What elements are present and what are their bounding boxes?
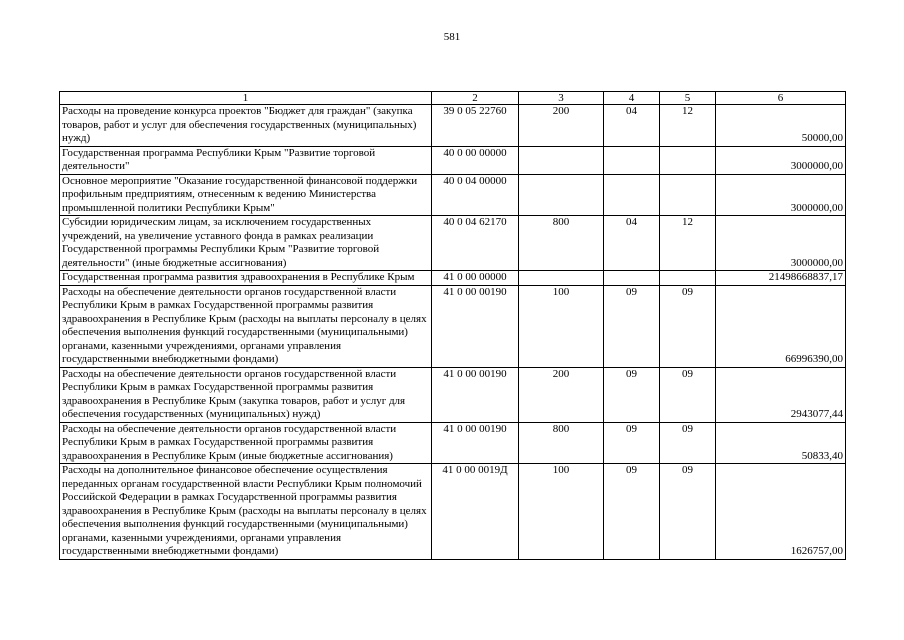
row-amount: 50833,40 (716, 422, 846, 464)
row-amount: 3000000,00 (716, 146, 846, 174)
table-row (60, 285, 846, 367)
row-subsection: 09 (660, 422, 716, 464)
budget-table (59, 91, 846, 560)
table-row (60, 271, 846, 286)
header-col-1: 1 (60, 92, 432, 105)
row-amount: 2943077,44 (716, 367, 846, 422)
row-description: Субсидии юридическим лицам, за исключением государственных учреждений, на увеличение уставного фонда в рамках реализации Государственной программы Республики Крым "Развитие торговой деятельности" (иные бюджетные ассигнования) (60, 216, 432, 271)
row-section: 09 (604, 422, 660, 464)
row-section: 09 (604, 367, 660, 422)
table-row (60, 105, 846, 147)
row-target-code: 41 0 00 00000 (432, 271, 519, 286)
row-description: Государственная программа Республики Крым "Развитие торговой деятельности" (60, 146, 432, 174)
table-row (60, 216, 846, 271)
row-amount: 66996390,00 (716, 285, 846, 367)
row-section: 09 (604, 464, 660, 560)
row-target-code: 41 0 00 00190 (432, 422, 519, 464)
table-row (60, 464, 846, 560)
row-description: Расходы на дополнительное финансовое обеспечение осуществления переданных органам государственной власти Республики Крым полномочий Российской Федерации в рамках Государственной программы развития здравоохранения в Республике Крым (расходы на выплаты персоналу в целях обеспечения выполнения функций государственными (муниципальными) органами, казенными учреждениями, органами управления государственными внебюджетными фондами) (60, 464, 432, 560)
row-amount: 50000,00 (716, 105, 846, 147)
table-header-row (60, 92, 846, 105)
row-target-code: 41 0 00 0019Д (432, 464, 519, 560)
row-description: Расходы на обеспечение деятельности органов государственной власти Республики Крым в рамках Государственной программы развития здравоохранения в Республике Крым (закупка товаров, работ и услуг для обеспечения государственных (муниципальных) нужд) (60, 367, 432, 422)
row-target-code: 41 0 00 00190 (432, 367, 519, 422)
row-section (604, 174, 660, 216)
table-row (60, 422, 846, 464)
row-target-code: 40 0 00 00000 (432, 146, 519, 174)
row-subsection: 12 (660, 216, 716, 271)
header-col-3: 3 (519, 92, 604, 105)
row-expense-type (519, 271, 604, 286)
row-target-code: 40 0 04 62170 (432, 216, 519, 271)
row-target-code: 41 0 00 00190 (432, 285, 519, 367)
row-description: Государственная программа развития здравоохранения в Республике Крым (60, 271, 432, 286)
row-expense-type: 800 (519, 216, 604, 271)
row-expense-type: 100 (519, 285, 604, 367)
row-description: Расходы на обеспечение деятельности органов государственной власти Республики Крым в рамках Государственной программы развития здравоохранения в Республике Крым (расходы на выплаты персоналу в целях обеспечения выполнения функций государственными (муниципальными) органами, казенными учреждениями, органами управления государственными внебюджетными фондами) (60, 285, 432, 367)
row-section: 04 (604, 216, 660, 271)
header-col-4: 4 (604, 92, 660, 105)
row-description: Основное мероприятие "Оказание государственной финансовой поддержки профильным предприятиям, отнесенным к ведению Министерства промышленной политики Республики Крым" (60, 174, 432, 216)
table-row (60, 146, 846, 174)
row-subsection (660, 174, 716, 216)
row-description: Расходы на обеспечение деятельности органов государственной власти Республики Крым в рамках Государственной программы развития здравоохранения в Республике Крым (иные бюджетные ассигнования) (60, 422, 432, 464)
table-row (60, 367, 846, 422)
row-expense-type: 200 (519, 367, 604, 422)
row-amount: 3000000,00 (716, 216, 846, 271)
row-subsection (660, 146, 716, 174)
row-section: 09 (604, 285, 660, 367)
page-number: 581 (443, 31, 461, 43)
row-expense-type (519, 174, 604, 216)
row-subsection: 09 (660, 464, 716, 560)
row-amount: 21498668837,17 (716, 271, 846, 286)
row-subsection (660, 271, 716, 286)
row-target-code: 40 0 04 00000 (432, 174, 519, 216)
table-row (60, 174, 846, 216)
header-col-6: 6 (716, 92, 846, 105)
row-expense-type (519, 146, 604, 174)
row-section (604, 146, 660, 174)
header-col-2: 2 (432, 92, 519, 105)
row-amount: 1626757,00 (716, 464, 846, 560)
row-expense-type: 800 (519, 422, 604, 464)
row-subsection: 09 (660, 367, 716, 422)
row-target-code: 39 0 05 22760 (432, 105, 519, 147)
row-section (604, 271, 660, 286)
row-amount: 3000000,00 (716, 174, 846, 216)
row-description: Расходы на проведение конкурса проектов "Бюджет для граждан" (закупка товаров, работ и услуг для обеспечения государственных (муниципальных) нужд) (60, 105, 432, 147)
row-subsection: 12 (660, 105, 716, 147)
row-expense-type: 200 (519, 105, 604, 147)
row-section: 04 (604, 105, 660, 147)
header-col-5: 5 (660, 92, 716, 105)
row-subsection: 09 (660, 285, 716, 367)
row-expense-type: 100 (519, 464, 604, 560)
